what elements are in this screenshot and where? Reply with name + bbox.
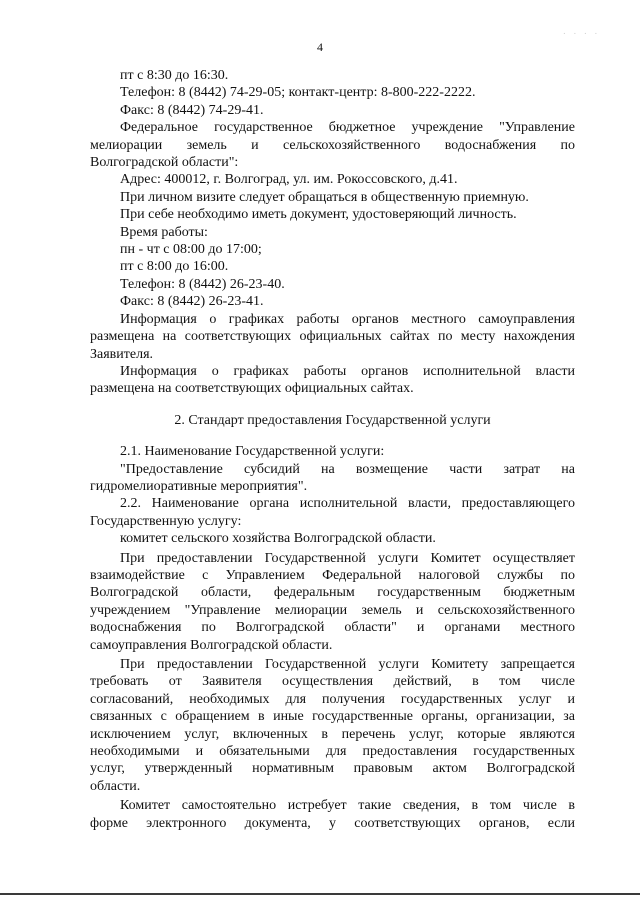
info-local-line2: размещена на соответствующих официальных сайтах по месту нахождения xyxy=(90,329,575,345)
s21-line2: гидромелиоративные мероприятия". xyxy=(90,478,308,494)
top-fax: Факс: 8 (8442) 74-29-41. xyxy=(120,102,264,118)
prohibition-line6: необходимыми и обязательными для предоставления государственных xyxy=(90,744,575,760)
section-heading: 2. Стандарт предоставления Государственной услуги xyxy=(174,412,491,428)
institution-name-line2: мелиорации земель и сельскохозяйственного водоснабжения по xyxy=(90,137,575,153)
institution-hours-title: Время работы: xyxy=(120,224,208,240)
interaction-line2: взаимодействие с Управлением Федеральной налоговой службы по xyxy=(90,567,575,583)
top-hours-fri: пт с 8:30 до 16:30. xyxy=(120,68,229,83)
institution-address: Адрес: 400012, г. Волгоград, ул. им. Рокоссовского, д.41. xyxy=(120,172,458,188)
prohibition-line1: При предоставлении Государственной услуги Комитету запрещается xyxy=(120,657,575,672)
interaction-line1: При предоставлении Государственной услуги Комитет осуществляет xyxy=(120,550,575,566)
prohibition-line8: области. xyxy=(90,778,141,794)
info-local-line3: Заявителя. xyxy=(90,346,154,362)
prohibition-line7: услуг, утвержденный нормативным правовым актом Волгоградской xyxy=(90,761,575,777)
s22-line1: 2.2. Наименование органа исполнительной власти, предоставляющего xyxy=(120,496,575,512)
institution-hours-mon-thu: пн - чт с 08:00 до 17:00; xyxy=(120,242,262,258)
prohibition-line4: связанных с обращением в иные государственные органы, организации, за xyxy=(90,709,575,725)
s21-line1: "Предоставление субсидий на возмещение части затрат на xyxy=(120,461,575,477)
page-number: 4 xyxy=(317,40,323,54)
institution-name-line3: Волгоградской области": xyxy=(90,155,239,171)
institution-phone: Телефон: 8 (8442) 26-23-40. xyxy=(120,276,285,292)
info-exec-line1: Информация о графиках работы органов исполнительной власти xyxy=(120,363,575,379)
info-local-line1: Информация о графиках работы органов местного самоуправления xyxy=(120,311,575,327)
top-phone: Телефон: 8 (8442) 74-29-05; контакт-центр: 8-800-222-2222. xyxy=(120,85,476,101)
s22-body: комитет сельского хозяйства Волгоградской области. xyxy=(120,531,436,547)
institution-visit-note: При личном визите следует обращаться в общественную приемную. xyxy=(120,189,529,205)
s22-line2: Государственную услугу: xyxy=(90,513,242,529)
request-line1: Комитет самостоятельно истребует такие сведения, в том числе в xyxy=(120,798,575,814)
prohibition-line3: согласований, необходимых для получения государственных услуг и xyxy=(90,691,575,707)
prohibition-line5: исключением услуг, включенных в перечень услуг, которые являются xyxy=(90,726,575,742)
page-body xyxy=(90,67,575,832)
info-exec-line2: размещена на соответствующих официальных сайтах. xyxy=(90,381,414,397)
scan-artifact: . . . . xyxy=(563,26,600,36)
interaction-line4: учреждением "Управление мелиорации земель и сельскохозяйственного xyxy=(90,602,575,618)
request-line2: форме электронного документа, у соответствующих органов, если xyxy=(90,815,575,831)
institution-fax: Факс: 8 (8442) 26-23-41. xyxy=(120,294,264,310)
interaction-line6: самоуправления Волгоградской области. xyxy=(90,637,333,653)
interaction-line5: водоснабжения по Волгоградской области" и органами местного xyxy=(90,620,575,636)
interaction-line3: Волгоградской области, федеральным государственным бюджетным xyxy=(90,585,575,601)
institution-document-note: При себе необходимо иметь документ, удостоверяющий личность. xyxy=(120,207,517,223)
scan-bottom-edge xyxy=(0,893,640,895)
institution-name-line1: Федеральное государственное бюджетное учреждение "Управление xyxy=(120,120,575,136)
prohibition-line2: требовать от Заявителя осуществления действий, в том числе xyxy=(90,674,575,690)
institution-hours-fri: пт с 8:00 до 16:00. xyxy=(120,259,229,275)
s21-title: 2.1. Наименование Государственной услуги: xyxy=(120,444,385,460)
